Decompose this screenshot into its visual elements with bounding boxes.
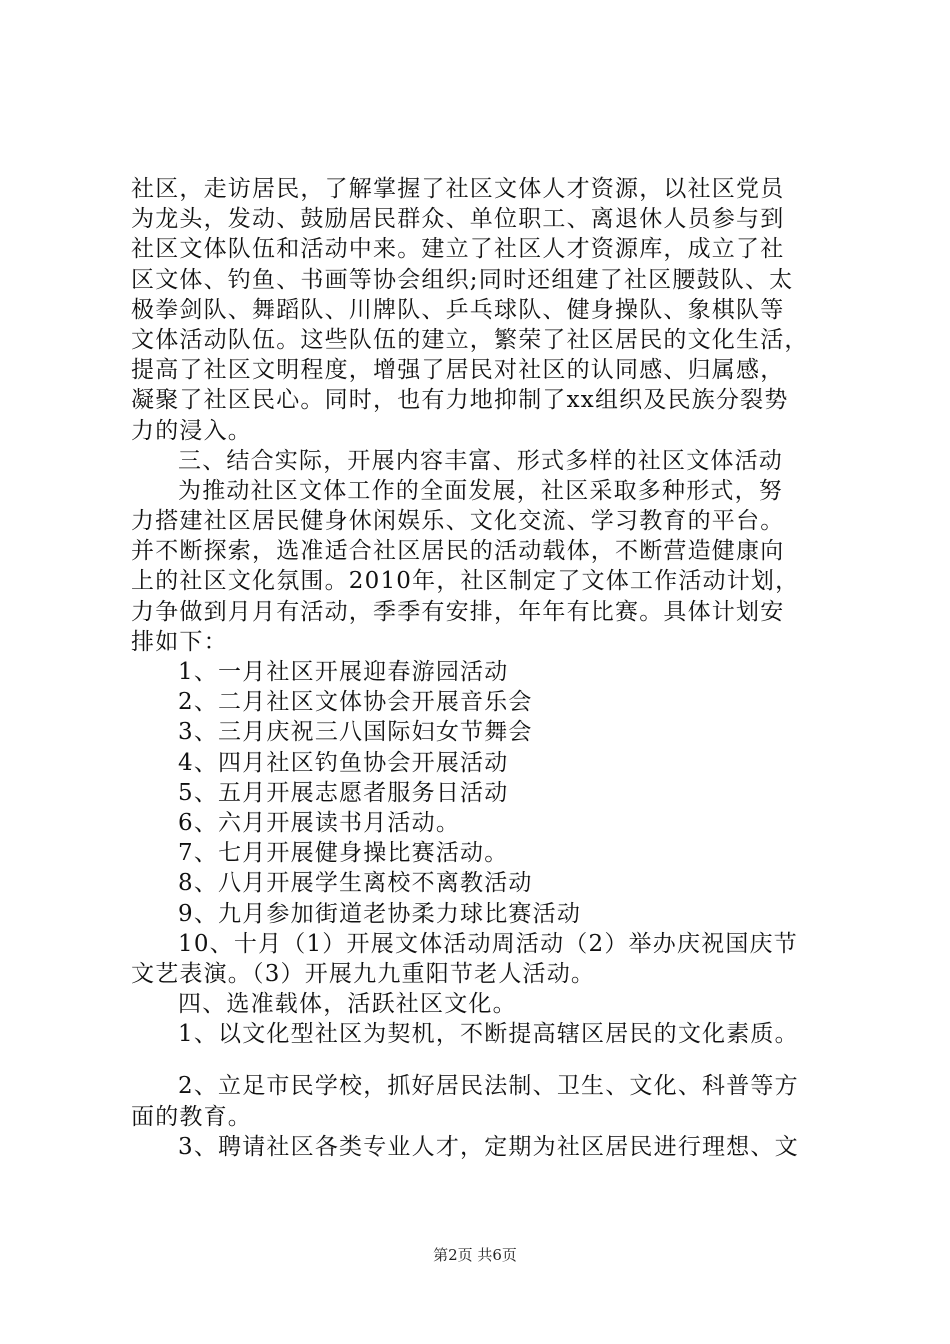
list-item: 4、四月社区钓鱼协会开展活动 (178, 749, 509, 776)
text-line: 提高了社区文明程度，增强了居民对社区的认同感、归属感， (131, 357, 785, 384)
text-line: 文体活动队伍。这些队伍的建立，繁荣了社区居民的文化生活， (131, 326, 809, 353)
list-item: 1、以文化型社区为契机，不断提高辖区居民的文化素质。 (178, 1021, 799, 1048)
list-item: 9、九月参加街道老协柔力球比赛活动 (178, 900, 582, 927)
text-line: 力争做到月月有活动，季季有安排，年年有比赛。具体计划安 (131, 598, 785, 625)
text-line: 极拳剑队、舞蹈队、川牌队、乒乓球队、健身操队、象棋队等 (131, 296, 785, 323)
list-item: 6、六月开展读书月活动。 (178, 809, 461, 836)
text-line: 为推动社区文体工作的全面发展，社区采取多种形式，努 (178, 477, 783, 504)
list-item: 3、三月庆祝三八国际妇女节舞会 (178, 719, 533, 746)
text-line: 力搭建社区居民健身休闲娱乐、文化交流、学习教育的平台。 (131, 508, 785, 535)
section-heading: 三、结合实际，开展内容丰富、形式多样的社区文体活动 (178, 447, 783, 474)
text-line: 文艺表演。（3）开展九九重阳节老人活动。 (131, 960, 596, 987)
list-item: 10、十月（1）开展文体活动周活动（2）举办庆祝国庆节 (178, 930, 798, 957)
list-item: 3、聘请社区各类专业人才，定期为社区居民进行理想、文 (178, 1133, 799, 1160)
list-item: 8、八月开展学生离校不离教活动 (178, 870, 533, 897)
paragraph-gap (131, 1049, 831, 1071)
page-footer: 第2页 共6页 (433, 1246, 517, 1264)
text-line: 社区，走访居民，了解掌握了社区文体人才资源，以社区党员 (131, 176, 785, 202)
body-text (131, 174, 831, 1162)
list-item: 2、立足市民学校，抓好居民法制、卫生、文化、科普等方 (178, 1073, 799, 1100)
text-line: 力的浸入。 (131, 417, 252, 444)
list-item: 5、五月开展志愿者服务日活动 (178, 779, 509, 806)
text-line: 区文体、钓鱼、书画等协会组织;同时还组建了社区腰鼓队、太 (131, 266, 794, 293)
text-line: 凝聚了社区民心。同时，也有力地抑制了xx组织及民族分裂势 (131, 387, 789, 414)
list-item: 2、二月社区文体协会开展音乐会 (178, 689, 533, 716)
text-line: 并不断探索，选准适合社区居民的活动载体，不断营造健康向 (131, 538, 785, 565)
list-item: 1、一月社区开展迎春游园活动 (178, 659, 509, 685)
text-line: 为龙头，发动、鼓励居民群众、单位职工、离退休人员参与到 (131, 206, 785, 233)
text-line: 社区文体队伍和活动中来。建立了社区人才资源库，成立了社 (131, 236, 785, 263)
text-line: 上的社区文化氛围。2010年，社区制定了文体工作活动计划， (131, 568, 800, 595)
text-line: 面的教育。 (131, 1103, 252, 1130)
text-line: 排如下： (131, 628, 228, 655)
section-heading: 四、选准载体，活跃社区文化。 (178, 991, 517, 1018)
list-item: 7、七月开展健身操比赛活动。 (178, 840, 509, 867)
